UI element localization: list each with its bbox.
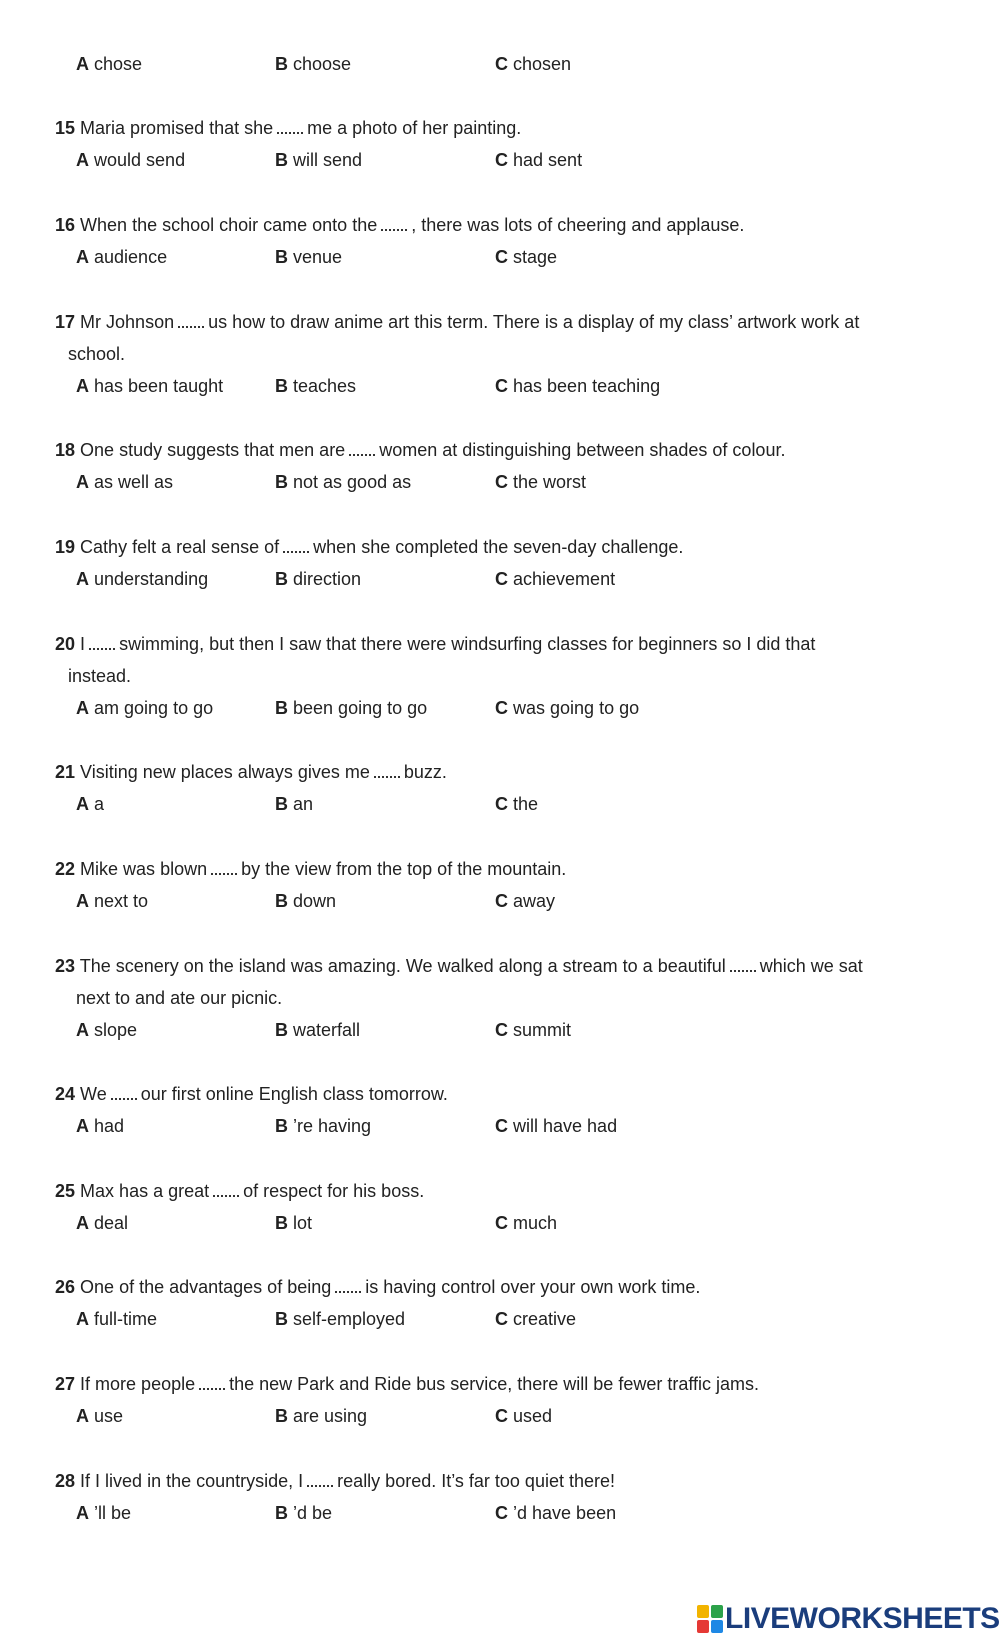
option-letter: A [76, 1020, 89, 1040]
question-21 [55, 761, 447, 783]
option-letter: C [495, 891, 508, 911]
option-a-q21[interactable] [76, 793, 104, 815]
liveworksheets-logo [697, 1603, 1000, 1635]
answer-blank[interactable] [349, 440, 375, 456]
question-text-before: When the school choir came onto the [80, 215, 378, 235]
option-letter: B [275, 376, 288, 396]
option-c-q16[interactable] [495, 246, 557, 268]
option-text: chose [94, 54, 143, 74]
option-letter: A [76, 698, 89, 718]
answer-blank[interactable] [277, 118, 303, 134]
option-c-q17[interactable] [495, 375, 660, 397]
question-number: 18 [55, 440, 76, 460]
question-text-before: Max has a great [80, 1181, 210, 1201]
option-a-q23[interactable] [76, 1019, 137, 1041]
option-text: audience [94, 247, 168, 267]
question-text-after: the new Park and Ride bus service, there will be fewer traffic jams. [229, 1374, 760, 1394]
answer-blank[interactable] [307, 1471, 333, 1487]
option-c-q23[interactable] [495, 1019, 571, 1041]
option-letter: B [275, 569, 288, 589]
option-b-q27[interactable] [275, 1405, 367, 1427]
question-text-before: The scenery on the island was amazing. We walked along a stream to a beautiful [79, 956, 726, 976]
question-15 [55, 117, 521, 139]
question-text-after: , there was lots of cheering and applause. [411, 215, 745, 235]
question-text-before: One study suggests that men are [80, 440, 346, 460]
option-text: as well as [94, 472, 174, 492]
question-27 [55, 1373, 759, 1395]
option-text: ’re having [293, 1116, 372, 1136]
option-b-q22[interactable] [275, 890, 336, 912]
option-a-q28[interactable] [76, 1502, 131, 1524]
option-text: deal [94, 1213, 129, 1233]
question-text-before: If more people [80, 1374, 196, 1394]
option-letter: A [76, 376, 89, 396]
question-text-after: buzz. [403, 762, 447, 782]
option-a-q19[interactable] [76, 568, 208, 590]
option-text: will have had [513, 1116, 618, 1136]
option-letter: C [495, 1116, 508, 1136]
question-continuation: next to and ate our picnic. [76, 988, 283, 1008]
option-letter: A [76, 150, 89, 170]
option-text: had [94, 1116, 125, 1136]
question-text-before: Mr Johnson [80, 312, 175, 332]
option-letter: C [495, 1309, 508, 1329]
option-c-q19[interactable] [495, 568, 615, 590]
option-a-q15[interactable] [76, 149, 185, 171]
option-a-q18[interactable] [76, 471, 173, 493]
option-text: not as good as [293, 472, 412, 492]
option-letter: C [495, 1406, 508, 1426]
question-20 [55, 633, 815, 655]
option-text: use [94, 1406, 124, 1426]
option-letter: A [76, 472, 89, 492]
option-letter: B [275, 698, 288, 718]
option-text: choose [293, 54, 352, 74]
option-letter: C [495, 698, 508, 718]
option-c-q28[interactable] [495, 1502, 616, 1524]
question-16 [55, 214, 744, 236]
question-text-before: I [80, 634, 86, 654]
option-text: ’d have been [513, 1503, 617, 1523]
option-a-q26[interactable] [76, 1308, 157, 1330]
question-24 [55, 1083, 448, 1105]
question-26 [55, 1276, 700, 1298]
question-number: 28 [55, 1471, 76, 1491]
option-a-q25[interactable] [76, 1212, 128, 1234]
option-text: full-time [94, 1309, 158, 1329]
question-28 [55, 1470, 615, 1492]
option-letter: C [495, 376, 508, 396]
answer-blank[interactable] [213, 1181, 239, 1197]
option-text: self-employed [293, 1309, 406, 1329]
answer-blank[interactable] [283, 537, 309, 553]
question-text-before: Maria promised that she [80, 118, 274, 138]
option-a-q24[interactable] [76, 1115, 124, 1137]
option-text: ’ll be [94, 1503, 132, 1523]
option-c-q26[interactable] [495, 1308, 576, 1330]
option-b-q26[interactable] [275, 1308, 405, 1330]
question-number: 25 [55, 1181, 76, 1201]
answer-blank[interactable] [89, 634, 115, 650]
question-text-after: us how to draw anime art this term. There is a display of my class’ artwork work at [208, 312, 860, 332]
option-letter: A [76, 891, 89, 911]
option-b-q16[interactable] [275, 246, 342, 268]
option-letter: C [495, 472, 508, 492]
answer-blank[interactable] [381, 215, 407, 231]
answer-blank[interactable] [374, 762, 400, 778]
option-text: the [513, 794, 539, 814]
option-text: had sent [513, 150, 583, 170]
question-number: 15 [55, 118, 76, 138]
option-text: the worst [513, 472, 587, 492]
question-number: 24 [55, 1084, 76, 1104]
option-text: much [513, 1213, 558, 1233]
option-c-q24[interactable] [495, 1115, 617, 1137]
option-letter: A [76, 247, 89, 267]
option-b-q15[interactable] [275, 149, 362, 171]
question-19 [55, 536, 683, 558]
question-text-after: really bored. It’s far too quiet there! [337, 1471, 615, 1491]
option-text: used [513, 1406, 553, 1426]
option-letter: B [275, 1116, 288, 1136]
answer-blank[interactable] [199, 1374, 225, 1390]
option-letter: A [76, 1503, 89, 1523]
option-letter: B [275, 1309, 288, 1329]
question-text-after: women at distinguishing between shades of colour. [379, 440, 786, 460]
option-text: away [513, 891, 556, 911]
option-text: teaches [293, 376, 357, 396]
option-text: has been teaching [513, 376, 661, 396]
question-number: 20 [55, 634, 76, 654]
question-number: 26 [55, 1277, 76, 1297]
option-letter: A [76, 1309, 89, 1329]
answer-blank[interactable] [335, 1277, 361, 1293]
option-text: understanding [94, 569, 209, 589]
question-number: 19 [55, 537, 76, 557]
option-c-q25[interactable] [495, 1212, 557, 1234]
question-text-before: Mike was blown [80, 859, 208, 879]
question-23 [55, 955, 863, 977]
option-c-q27[interactable] [495, 1405, 552, 1427]
question-text-after: swimming, but then I saw that there were windsurfing classes for beginners so I did that [119, 634, 816, 654]
question-number: 27 [55, 1374, 76, 1394]
option-a-q17[interactable] [76, 375, 223, 397]
question-number: 21 [55, 762, 76, 782]
option-text: are using [293, 1406, 368, 1426]
question-text-after: when she completed the seven-day challenge. [313, 537, 684, 557]
option-letter: C [495, 569, 508, 589]
option-letter: B [275, 472, 288, 492]
option-text: would send [94, 150, 186, 170]
option-letter: B [275, 1020, 288, 1040]
option-c-q20[interactable] [495, 697, 639, 719]
option-b-top[interactable] [275, 53, 351, 75]
option-text: chosen [513, 54, 572, 74]
option-a-q20[interactable] [76, 697, 213, 719]
question-text-after: by the view from the top of the mountain. [241, 859, 567, 879]
option-letter: B [275, 150, 288, 170]
option-text: slope [94, 1020, 138, 1040]
option-text: achievement [513, 569, 616, 589]
option-letter: A [76, 1406, 89, 1426]
question-number: 23 [55, 956, 76, 976]
option-letter: A [76, 569, 89, 589]
option-a-q22[interactable] [76, 890, 148, 912]
question-text-after: which we sat [759, 956, 863, 976]
option-c-q22[interactable] [495, 890, 555, 912]
option-text: direction [293, 569, 362, 589]
answer-blank[interactable] [178, 312, 204, 328]
option-letter: B [275, 1213, 288, 1233]
option-text: a [94, 794, 105, 814]
option-c-q15[interactable] [495, 149, 582, 171]
option-letter: C [495, 794, 508, 814]
option-text: summit [513, 1020, 572, 1040]
option-letter: C [495, 247, 508, 267]
option-text: creative [513, 1309, 577, 1329]
question-22 [55, 858, 566, 880]
question-text-before: If I lived in the countryside, I [80, 1471, 304, 1491]
option-b-q20[interactable] [275, 697, 427, 719]
option-text: will send [293, 150, 363, 170]
option-text: am going to go [94, 698, 214, 718]
option-text: lot [293, 1213, 313, 1233]
option-b-q17[interactable] [275, 375, 356, 397]
option-b-q25[interactable] [275, 1212, 312, 1234]
option-c-q21[interactable] [495, 793, 538, 815]
option-letter: B [275, 794, 288, 814]
question-18 [55, 439, 785, 461]
option-letter: C [495, 1213, 508, 1233]
option-text: stage [513, 247, 558, 267]
question-continuation: school. [68, 344, 126, 364]
question-number: 22 [55, 859, 76, 879]
option-letter: B [275, 247, 288, 267]
option-letter: C [495, 54, 508, 74]
question-number: 16 [55, 215, 76, 235]
option-text: next to [94, 891, 149, 911]
answer-blank[interactable] [730, 956, 756, 972]
option-b-q24[interactable] [275, 1115, 371, 1137]
option-letter: A [76, 794, 89, 814]
logo-mark-icon [697, 1605, 723, 1633]
option-text: down [293, 891, 337, 911]
option-letter: B [275, 54, 288, 74]
option-a-q16[interactable] [76, 246, 167, 268]
question-text-after: me a photo of her painting. [307, 118, 522, 138]
option-letter: B [275, 1406, 288, 1426]
question-text-after: our first online English class tomorrow. [140, 1084, 448, 1104]
option-letter: C [495, 1020, 508, 1040]
answer-blank[interactable] [211, 859, 237, 875]
option-a-top[interactable] [76, 53, 142, 75]
option-c-top[interactable] [495, 53, 571, 75]
option-text: ’d be [293, 1503, 333, 1523]
option-a-q27[interactable] [76, 1405, 123, 1427]
question-text-after: of respect for his boss. [243, 1181, 425, 1201]
option-b-q28[interactable] [275, 1502, 332, 1524]
option-text: been going to go [293, 698, 428, 718]
option-letter: B [275, 891, 288, 911]
option-c-q18[interactable] [495, 471, 586, 493]
option-letter: A [76, 1213, 89, 1233]
question-text-before: We [80, 1084, 107, 1104]
option-b-q18[interactable] [275, 471, 411, 493]
option-letter: A [76, 54, 89, 74]
question-17 [55, 311, 859, 333]
option-letter: A [76, 1116, 89, 1136]
question-text-after: is having control over your own work time. [365, 1277, 701, 1297]
logo-text: LIVEWORKSHEETS [725, 1602, 1000, 1635]
option-letter: B [275, 1503, 288, 1523]
question-text-before: Cathy felt a real sense of [80, 537, 280, 557]
option-text: an [293, 794, 314, 814]
option-letter: C [495, 1503, 508, 1523]
option-b-q19[interactable] [275, 568, 361, 590]
question-25 [55, 1180, 424, 1202]
question-text-before: Visiting new places always gives me [80, 762, 370, 782]
option-text: was going to go [513, 698, 640, 718]
option-text: has been taught [94, 376, 224, 396]
option-b-q21[interactable] [275, 793, 313, 815]
option-b-q23[interactable] [275, 1019, 360, 1041]
option-letter: C [495, 150, 508, 170]
option-text: waterfall [293, 1020, 361, 1040]
option-text: venue [293, 247, 343, 267]
question-number: 17 [55, 312, 76, 332]
question-text-before: One of the advantages of being [80, 1277, 332, 1297]
answer-blank[interactable] [111, 1084, 137, 1100]
question-continuation: instead. [68, 666, 132, 686]
